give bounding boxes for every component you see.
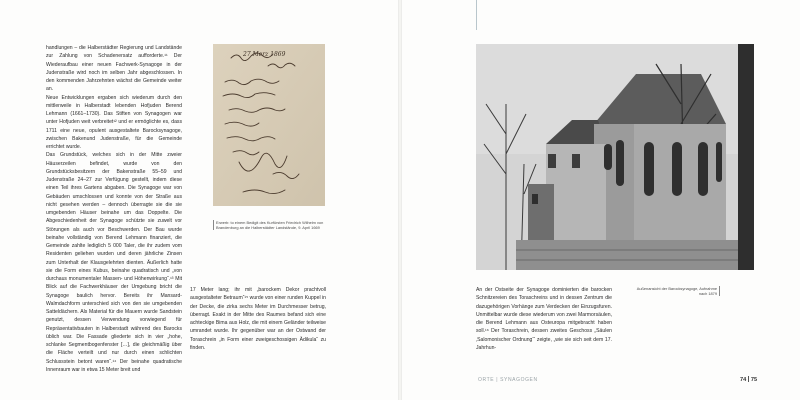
- letter-caption: Erwerb: to einem Bedigit des Kurfürsten Friedrich Wilhelm von Brandenburg an die Halberstädter Landstände, 9. April 1669: [213, 220, 325, 230]
- letter-date: 27 Merz 1869: [243, 51, 286, 58]
- page-numbers: [740, 376, 757, 383]
- paragraph: Neue Entwicklungen ergaben sich wiederum durch den mittlerweile in Halberstadt lebenden Hofjuden Berend Lehmann (1661–1730). Das Stiften von Synagogen war unter Hofjuden weit verbreitet¹² und er ermöglichte es, dass 1711 eine neue, opulent ausgestaltete Barocksynagoge, zwischen Bakenund Judenstraße, für die Gemeinde errichtet wurde.: [46, 94, 182, 150]
- synagogue-photo: [476, 44, 754, 270]
- left-text-column: [46, 44, 182, 374]
- book-gutter: [398, 0, 402, 400]
- top-rule: [476, 0, 477, 30]
- handwritten-letter-image: [213, 44, 325, 206]
- paragraph: Das Grundstück, welches sich in der Mitte zweier Häuserzeilen befindet, wurde von den Grundstücksbesitzern der Bakenstraße 55–59 und Judenstraße 24–27 zur Verfügung gestellt, indem diese einen Teil ihres Gartens abgaben. Die Synagoge war von Gebäuden umschlossen und konnte von der Straße aus nicht gesehen werden – dennoch überragte sie die sie umgebenden Häuser beinahe um das Doppelte. Die Abgeschiedenheit der Synagoge schützte sie zuwelt vor Störungen als auch vor Beschwerden. Der Bau wurde beinahe vollständig von Berend Lehmann finanziert, die Gemeinde zahlte lediglich 5 000 Taler, die ihr zudem vom Residenten geliehen wurden und deren jährliche Zinsen zum Unterhalt der Klausgelehrten dienten. Äußerlich hatte sie die Form eines Kubus, beinahe quadratisch und „von durchaus monumentaler Massen- und Höhenwirkung“.¹³ Mit Blick auf die Fachwerkhäuser der Umgebung bricht die Synagoge baulich hervor. Bereits ihr Mansard-Walmdachform unterschied sich von den sie umgebenden Satteldächern. Als Material für die Mauern wurde Sandstein genutzt, dessen Verwendung vorwiegend für Repräsentativbauten in Halberstadt während des Barocks üblich war. Die Fassade gliederte sich in vier „hohe, schlanke Segmentbogenfenster […], die gleichmäßig über die Fläche verteilt und nur durch einen schlichten Schlussstein betont waren“.¹⁴ Der beinahe quadratische Innenraum war in etwa 15 Meter breit und: [46, 152, 182, 373]
- letter-drawing: [213, 44, 325, 206]
- section-footer-label: ORTE | SYNAGOGEN: [478, 377, 538, 383]
- middle-text-column: [190, 286, 326, 352]
- paragraph: handlungen – die Halberstädter Regierung und Landstände zur Zahlung von Schadenersatz aufforderte.¹¹ Der Wiederaufbau einer neuen Fachwerk-Synagoge in der Judenstraße wird noch im selben Jahr abgeschlossen. In den kommenden Jahrzehnten wächst die Gemeinde weiter an.: [46, 45, 182, 93]
- paragraph: An der Ostseite der Synagoge dominierten die barocken Schnitzereien des Toraschreins und in dessen Zentrum die dazugehörigen Vorhänge zum Verdecken der Einzugsfuren. Unmittelbar wurde diese wiederum von zwei Marmorsäulen, die Berend Lehmann aus Osteuropa mitgebracht haben soll.¹⁶ Der Toraschrein, dessen zweites Geschoss „Säulen ‚Salomonischer Ordnung‘“ zeigte, „wie sie sich seit dem 17. Jahrhun-: [476, 287, 612, 351]
- paragraph: 17 Meter lang; ihr mit „barockem Dekor prachtvoll ausgestalteter Betraum“¹⁵ wurde von einer runden Kuppel in der Decke, die zirka sechs Meter im Durchmesser betrug, überragt. Exakt in der Mitte des Raumes befand sich eine achteckige Bima aus Holz, die mit einem Geländer teilweise umrandet wurde. Ihr gegenüber war an der Ostwand der Toraschrein „in Form einer zweigeschossigen Ädikula“ zu finden.: [190, 287, 326, 351]
- photo-caption: Außenansicht der Barocksynagoge, Aufnahme nach 1879: [636, 286, 720, 296]
- right-text-column: [476, 286, 612, 352]
- page-number-right: 75: [750, 377, 758, 383]
- page-number-divider: [748, 376, 749, 382]
- page-number-left: 74: [740, 377, 747, 383]
- synagogue-drawing: [476, 44, 754, 270]
